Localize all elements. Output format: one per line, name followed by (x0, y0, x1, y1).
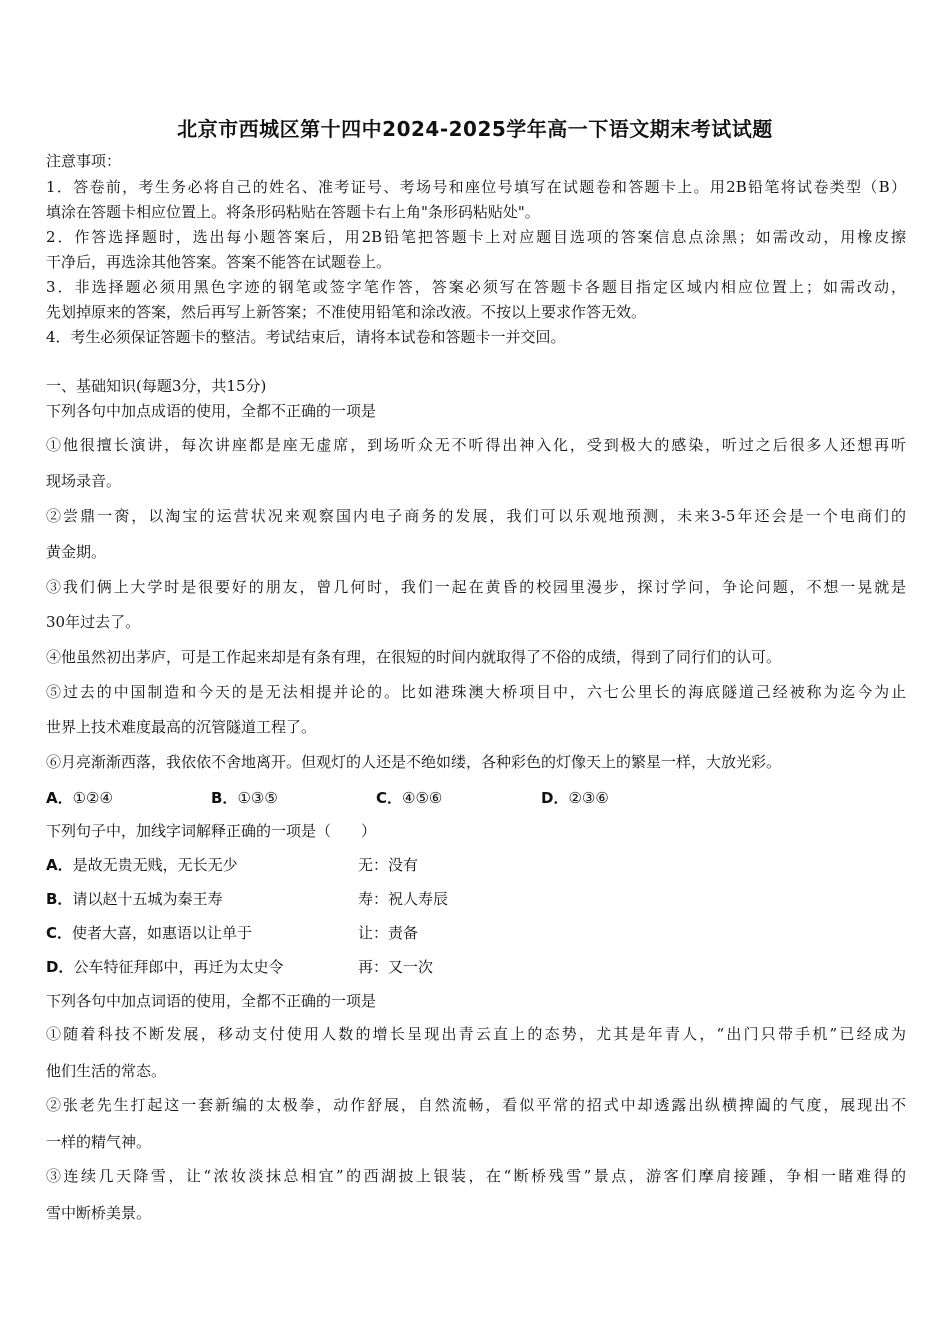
question-2-option-c[interactable]: C．使者大喜，如惠语以让单于 (46, 924, 253, 942)
notes-line: 4．考生必须保证答题卡的整洁。考试结束后，请将本试卷和答题卡一并交回。 (46, 328, 566, 346)
notes-line: 填涂在答题卡相应位置上。将条形码粘贴在答题卡右上角"条形码粘贴处"。 (46, 203, 540, 221)
question-3-sentence: ③连续几天降雪，让“浓妆淡抹总相宜”的西湖披上银装，在“断桥残雪”景点，游客们摩肩接踵，争相一睹难得的 (46, 1167, 906, 1185)
question-1-sentence: 黄金期。 (46, 543, 107, 561)
question-2-option-c-gloss: 让：责备 (358, 924, 419, 942)
notes-line: 1．答卷前，考生务必将自己的姓名、准考证号、考场号和座位号填写在试题卷和答题卡上。用2B铅笔将试卷类型（B） (46, 178, 906, 196)
question-3-sentence: 雪中断桥美景。 (46, 1204, 152, 1222)
question-1-stem: 下列各句中加点成语的使用，全都不正确的一项是 (46, 402, 377, 420)
notes-line: 3．非选择题必须用黑色字迹的钢笔或签字笔作答，答案必须写在答题卡各题目指定区域内相应位置上；如需改动， (46, 278, 906, 296)
question-3-stem: 下列各句中加点词语的使用，全都不正确的一项是 (46, 992, 377, 1010)
question-1-sentence: ①他很擅长演讲，每次讲座都是座无虚席，到场听众无不听得出神入化，受到极大的感染，听过之后很多人还想再听 (46, 436, 906, 454)
question-2-option-a[interactable]: A．是故无贵无贱，无长无少 (46, 856, 238, 874)
question-1-sentence: 现场录音。 (46, 472, 122, 490)
question-1-sentence: ③我们俩上大学时是很要好的朋友，曾几何时，我们一起在黄昏的校园里漫步，探讨学问，争论问题，不想一晃就是 (46, 578, 906, 596)
notes-heading: 注意事项： (46, 152, 122, 170)
question-2-stem: 下列句子中，加线字词解释正确的一项是（ ） (46, 822, 377, 840)
exam-title: 北京市西城区第十四中2024-2025学年高一下语文期末考试试题 (177, 117, 773, 141)
question-1-sentence: ⑥月亮渐渐西落，我依依不舍地离开。但观灯的人还是不绝如缕，各种彩色的灯像天上的繁星一样，大放光彩。 (46, 753, 782, 771)
question-2-option-d[interactable]: D．公车特征拜郎中，再迁为太史令 (46, 958, 284, 976)
question-2-option-b-gloss: 寿：祝人寿辰 (358, 890, 449, 908)
question-2-option-d-gloss: 再：又一次 (358, 958, 434, 976)
question-1-option-a[interactable]: A．①②④ (46, 789, 113, 807)
question-1-option-d[interactable]: D．②③⑥ (541, 789, 609, 807)
question-1-sentence: ④他虽然初出茅庐，可是工作起来却是有条有理，在很短的时间内就取得了不俗的成绩，得到了同行们的认可。 (46, 648, 782, 666)
question-3-sentence: 他们生活的常态。 (46, 1062, 167, 1080)
question-1-option-c[interactable]: C．④⑤⑥ (376, 789, 443, 807)
notes-line: 先划掉原来的答案，然后再写上新答案；不准使用铅笔和涂改液。不按以上要求作答无效。 (46, 303, 647, 321)
question-1-sentence: ②尝鼎一脔，以淘宝的运营状况来观察国内电子商务的发展，我们可以乐观地预测，未来3-5年还会是一个电商们的 (46, 507, 906, 525)
question-1-sentence: 世界上技术难度最高的沉管隧道工程了。 (46, 718, 317, 736)
question-3-sentence: 一样的精气神。 (46, 1133, 152, 1151)
question-3-sentence: ①随着科技不断发展，移动支付使用人数的增长呈现出青云直上的态势，尤其是年青人，“出门只带手机”已经成为 (46, 1025, 906, 1043)
notes-line: 干净后，再选涂其他答案。答案不能答在试题卷上。 (46, 253, 392, 271)
question-3-sentence: ②张老先生打起这一套新编的太极拳，动作舒展，自然流畅，看似平常的招式中却透露出纵横捭阖的气度，展现出不 (46, 1096, 906, 1114)
section-heading: 一、基础知识(每题3分，共15分) (46, 377, 267, 395)
question-2-option-a-gloss: 无：没有 (358, 856, 419, 874)
question-2-option-b[interactable]: B．请以赵十五城为秦王寿 (46, 890, 223, 908)
question-1-sentence: ⑤过去的中国制造和今天的是无法相提并论的。比如港珠澳大桥项目中，六七公里长的海底隧道己经被称为迄今为止 (46, 683, 906, 701)
question-1-sentence: 30年过去了。 (46, 613, 141, 631)
notes-line: 2．作答选择题时，选出每小题答案后，用2B铅笔把答题卡上对应题目选项的答案信息点涂黑；如需改动，用橡皮擦 (46, 228, 906, 246)
question-1-option-b[interactable]: B．①③⑤ (211, 789, 278, 807)
